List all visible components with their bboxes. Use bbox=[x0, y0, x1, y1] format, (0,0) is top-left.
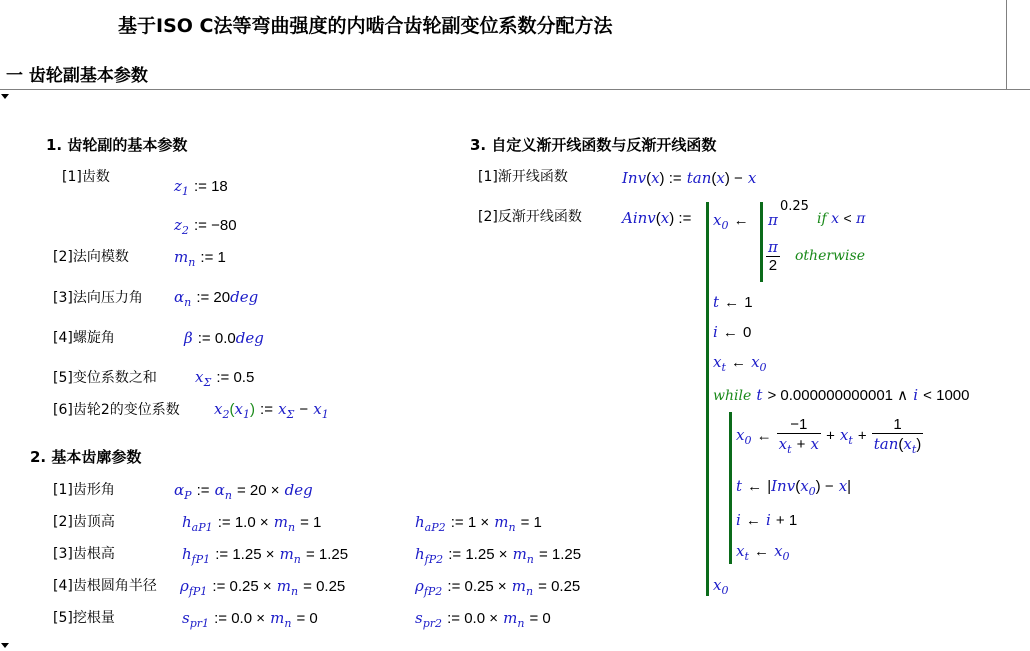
beta-expr[interactable]: β := 0.0deg bbox=[184, 329, 264, 347]
x2-expr[interactable]: $x_2(x_1)$ := $x_\Sigma - x_1$ bbox=[214, 400, 329, 421]
otherwise-label: otherwise bbox=[795, 248, 865, 264]
spr1-expr[interactable]: $s_{pr1}$ := $0.0 \times m_n = 0$ bbox=[182, 609, 318, 630]
xsum-expr[interactable]: $x_\Sigma$ := 0.5 bbox=[195, 368, 255, 389]
pi-exponent: 0.25 bbox=[780, 199, 809, 214]
inv-fn: Inv bbox=[771, 477, 796, 495]
one: 1 bbox=[872, 416, 924, 434]
section-divider bbox=[0, 89, 1030, 90]
ainv-label: [2]反渐开线函数 bbox=[478, 209, 582, 225]
rhofp1-expr[interactable]: $\rho_{fP1}$ := $0.25 \times m_n = 0.25$ bbox=[180, 577, 346, 598]
inv-expr[interactable]: Inv(x) := tan(x) − x bbox=[622, 169, 757, 187]
xt-update[interactable]: $x_t$ ← $x_0$ bbox=[736, 542, 790, 563]
program-bar-if bbox=[760, 202, 763, 282]
teeth-label: [1]齿数 bbox=[62, 169, 110, 185]
hfp2-expr[interactable]: $h_{fP2}$ := $1.25 \times m_n = 1.25$ bbox=[415, 545, 582, 566]
dedendum-label: [3]齿根高 bbox=[53, 546, 115, 562]
hap2-expr[interactable]: $h_{aP2}$ := $1 \times m_n = 1$ bbox=[415, 513, 542, 534]
section-heading: 一 齿轮副基本参数 bbox=[6, 66, 148, 86]
pi-half-frac bbox=[766, 238, 780, 274]
program-bar-while bbox=[729, 412, 732, 564]
collapse-arrow-bottom-icon[interactable] bbox=[1, 643, 9, 648]
neg-one: −1 bbox=[777, 416, 821, 434]
inv-label: [1]渐开线函数 bbox=[478, 169, 568, 185]
gear2-shift-label: [6]齿轮2的变位系数 bbox=[53, 402, 180, 418]
i-update[interactable]: i ← i + 1 bbox=[736, 511, 798, 529]
shift-sum-label: [5]变位系数之和 bbox=[53, 370, 157, 386]
x0-update[interactable]: $x_0$ ← $\frac{-1}{x_t + x}$ + $x_t$ + $\frac{1}{\tan(x_t)}$ bbox=[736, 416, 922, 456]
profile-angle-label: [1]齿形角 bbox=[53, 482, 115, 498]
z1-expr[interactable]: $z_1$ := 18 bbox=[174, 177, 228, 198]
while-line[interactable]: while t > 0.000000000001 ∧ i < 1000 bbox=[713, 386, 970, 404]
root-radius-label: [4]齿根圆角半径 bbox=[53, 578, 157, 594]
tan-fn: tan bbox=[873, 435, 899, 453]
i-init[interactable]: i ← 0 bbox=[713, 323, 752, 341]
spr2-expr[interactable]: $s_{pr2}$ := $0.0 \times m_n = 0$ bbox=[415, 609, 551, 630]
t-init[interactable]: t ← 1 bbox=[713, 293, 753, 311]
basic-heading: 1. 齿轮副的基本参数 bbox=[46, 136, 188, 154]
alpha-p-expr[interactable]: $\alpha_P$ := $\alpha_n = 20$ × deg bbox=[174, 481, 313, 502]
page-title: 基于ISO C法等弯曲强度的内啮合齿轮副变位系数分配方法 bbox=[118, 15, 613, 37]
pressure-angle-label: [3]法向压力角 bbox=[53, 290, 143, 306]
profile-heading: 2. 基本齿廓参数 bbox=[30, 448, 142, 466]
undercut-label: [5]挖根量 bbox=[53, 610, 115, 626]
involute-heading: 3. 自定义渐开线函数与反渐开线函数 bbox=[470, 136, 717, 154]
mn-expr[interactable]: $m_n$ := 1 bbox=[174, 248, 226, 269]
hap1-expr[interactable]: $h_{aP1}$ := $1.0 \times m_n = 1$ bbox=[182, 513, 322, 534]
pi-half-den: 2 bbox=[768, 257, 778, 274]
alpha-n-expr[interactable]: $\alpha_n$ := 20deg bbox=[174, 288, 259, 309]
i-init-value: 0 bbox=[743, 324, 752, 341]
x0-init[interactable]: $x_0$ ← bbox=[713, 211, 749, 232]
helix-angle-label: [4]螺旋角 bbox=[53, 330, 115, 346]
pi-power: π bbox=[768, 211, 778, 229]
z2-expr[interactable]: $z_2$ := −80 bbox=[174, 216, 237, 237]
xt-init[interactable]: $x_t$ ← $x_0$ bbox=[713, 353, 767, 374]
module-label: [2]法向模数 bbox=[53, 249, 129, 265]
t-init-value: 1 bbox=[744, 294, 753, 311]
hfp1-expr[interactable]: $h_{fP1}$ := $1.25 \times m_n = 1.25$ bbox=[182, 545, 349, 566]
program-bar-outer bbox=[706, 202, 709, 596]
pi-half-num: π bbox=[768, 238, 778, 256]
return-x0[interactable]: $x_0$ bbox=[713, 576, 729, 597]
rhofp2-expr[interactable]: $\rho_{fP2}$ := $0.25 \times m_n = 0.25$ bbox=[415, 577, 581, 598]
t-update[interactable]: t ← $|Inv(x_0) - x|$ bbox=[736, 477, 852, 498]
while-keyword: while bbox=[713, 388, 752, 404]
ainv-name[interactable]: Ainv(x) := bbox=[622, 209, 692, 227]
right-margin-line bbox=[1006, 0, 1007, 90]
addendum-label: [2]齿顶高 bbox=[53, 514, 115, 530]
collapse-arrow-icon[interactable] bbox=[1, 94, 9, 99]
if-clause: if x < π bbox=[817, 210, 866, 227]
